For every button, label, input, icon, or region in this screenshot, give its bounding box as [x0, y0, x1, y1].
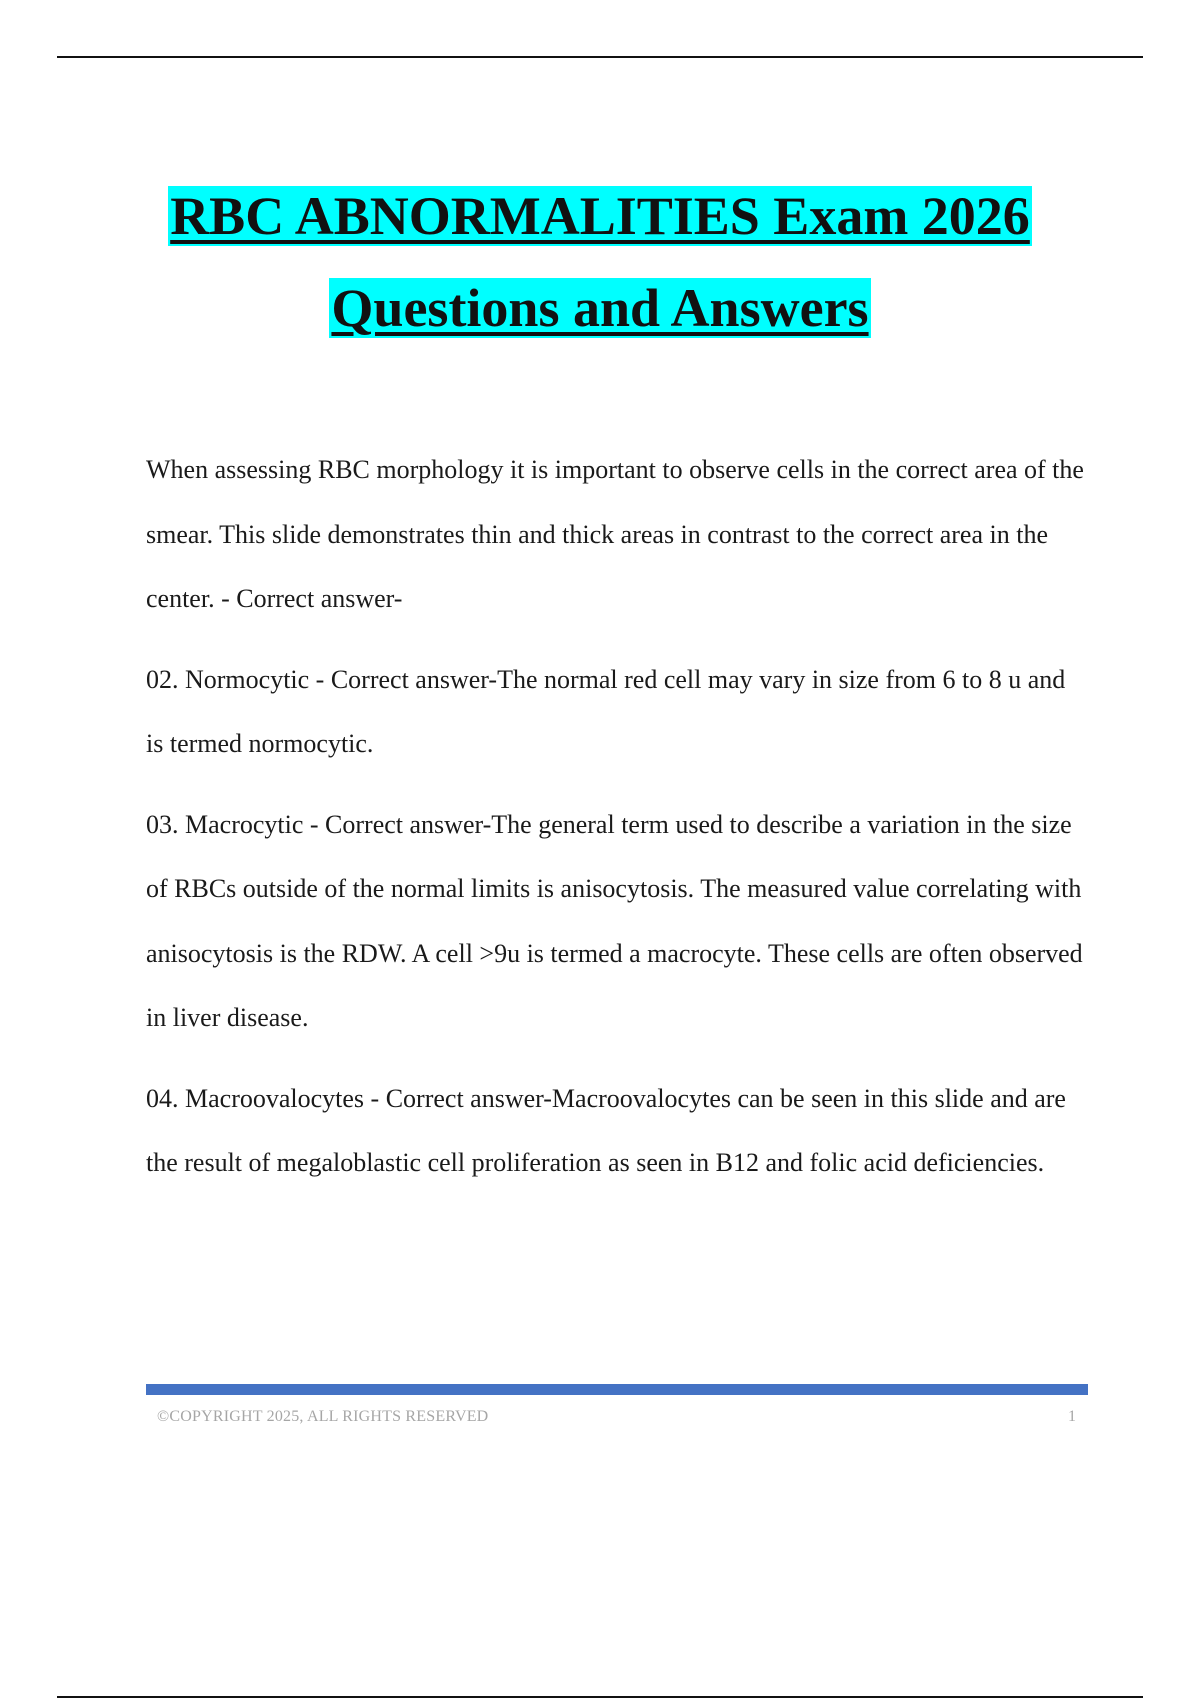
top-divider: [57, 56, 1143, 58]
footer-copyright: ©COPYRIGHT 2025, ALL RIGHTS RESERVED: [157, 1408, 489, 1425]
paragraph-intro: When assessing RBC morphology it is important to observe cells in the correct area of the smear. This slide demonstrates thin and thick areas in contrast to the correct area in the center. - Correct answer-: [146, 455, 1084, 613]
title-line-2: Questions and Answers: [331, 278, 869, 338]
bottom-divider: [57, 1696, 1143, 1698]
footer-page-number: 1: [1068, 1408, 1076, 1425]
paragraph-macrocytic: 03. Macrocytic - Correct answer-The general term used to describe a variation in the size of RBCs outside of the normal limits is anisocytosis. The measured value correlating with anisocytosis is the RDW. A cell >9u is termed a macrocyte. These cells are often observed in liver disease.: [146, 809, 1083, 1032]
paragraph-normocytic: 02. Normocytic - Correct answer-The normal red cell may vary in size from 6 to 8 u and is termed normocytic.: [146, 664, 1066, 758]
footer-bar: [146, 1384, 1088, 1395]
document-body: [146, 438, 1086, 1212]
title-line-1: RBC ABNORMALITIES Exam 2026: [170, 186, 1030, 246]
page-title: [0, 170, 1200, 354]
paragraph-macroovalocytes: 04. Macroovalocytes - Correct answer-Macroovalocytes can be seen in this slide and are the result of megaloblastic cell proliferation as seen in B12 and folic acid deficiencies.: [146, 1083, 1066, 1177]
